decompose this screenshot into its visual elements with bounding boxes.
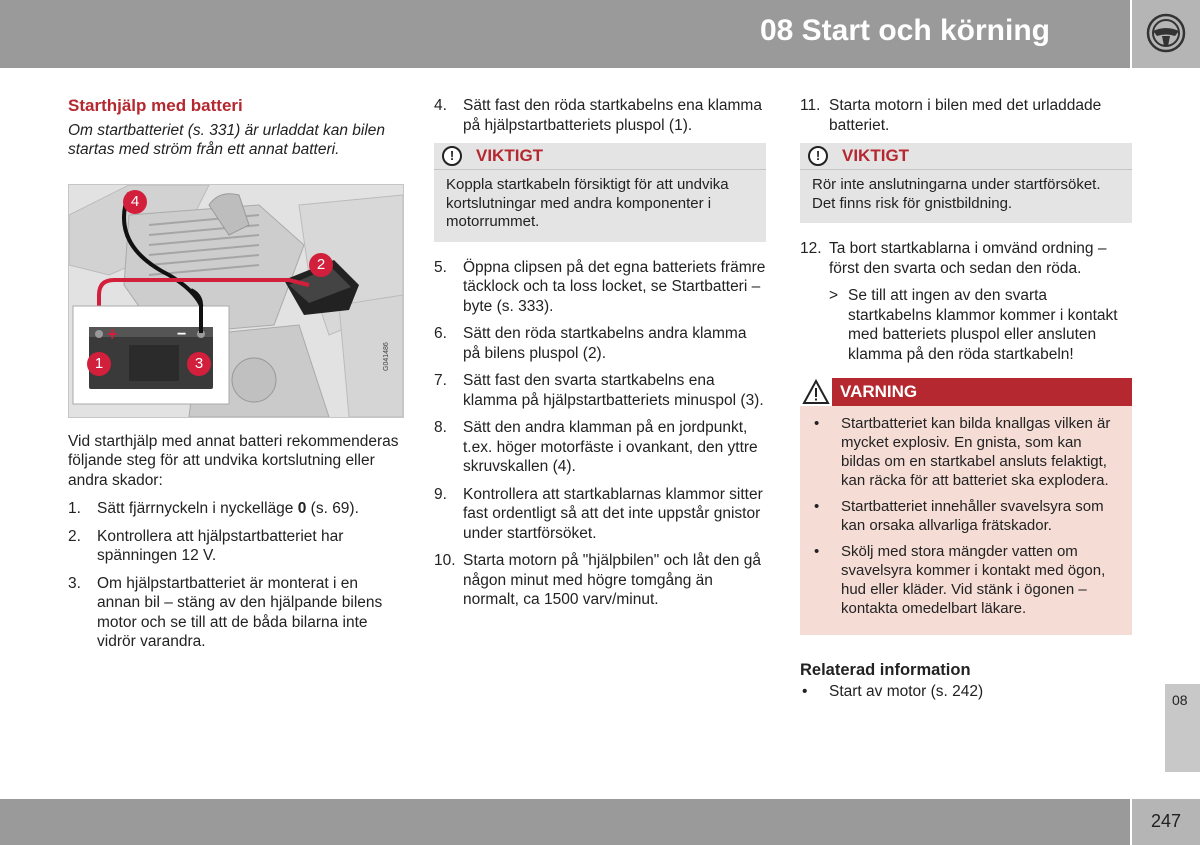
section-title: Starthjälp med batteri [68, 96, 243, 115]
step-item [800, 239, 1132, 278]
page-number: 247 [1150, 811, 1182, 831]
notice-header [800, 143, 1132, 170]
battery-plus-sign: + [107, 323, 118, 344]
step-number: 12. [800, 240, 822, 257]
exclamation-icon: ! [442, 146, 462, 166]
footer-bar [0, 799, 1130, 845]
key-position: 0 [297, 500, 307, 517]
warning-icon-box [800, 378, 832, 406]
step-text: Sätt fast den röda startkabelns ena klamma på hjälpstartbatteriets pluspol (1). [463, 97, 762, 134]
figure-code: G041486 [383, 341, 390, 371]
steps-list-3a [800, 96, 1132, 135]
callout-4: 4 [123, 190, 147, 214]
step-number: 3. [68, 574, 81, 592]
step-number: 2. [68, 527, 81, 545]
step-number: 9. [434, 485, 447, 503]
page-number-box [1132, 799, 1200, 845]
warning-item: • Startbatteriet kan bilda knallgas vilken är mycket explosiv. En gnista, som kan bildas om en startkabel ansluts felaktigt, kan räcka för att batteriet ska explodera. [812, 414, 1122, 490]
step-text: Kontrollera att startkablarnas klammor sitter fast ordentligt så att det inte uppstår gnistor under startförsöket. [463, 485, 763, 542]
sub-step-text: Se till att ingen av den svarta startkabelns klammor kommer i kontakt med batteriets pluspol eller ansluten klamma på den röda startkabeln! [848, 287, 1118, 363]
chapter-header-bar [0, 0, 1130, 68]
sub-step-marker: > [829, 287, 839, 304]
step-item [434, 96, 766, 135]
step-number: 10. [434, 552, 456, 569]
step-text: Starta motorn på "hjälpbilen" och låt den gå någon minut med högre tomgång än normalt, ca 1500 varv/minut. [463, 552, 761, 608]
warning-triangle-icon [802, 379, 830, 405]
step-number: 1. [68, 500, 81, 517]
warning-item: • Skölj med stora mängder vatten om svavelsyra kommer i kontakt med ögon, hud eller kläder. Vid stänk i ögonen – kontakta omedelbart läkare. [812, 542, 1122, 618]
step-item [434, 485, 766, 544]
steps-list-2b [434, 258, 766, 610]
warning-item: • Startbatteriet innehåller svavelsyra som kan orsaka allvarliga frätskador. [812, 497, 1122, 535]
step-item [434, 258, 766, 317]
step-number: 6. [434, 325, 447, 342]
step-item [68, 499, 400, 519]
battery-minus-sign: − [177, 325, 187, 343]
notice-label: VIKTIGT [842, 146, 910, 165]
step-text: Öppna clipsen på det egna batteriets främre täcklock och ta loss locket, se Startbatteri – byte (s. 333). [463, 258, 766, 315]
step-item [434, 418, 766, 477]
notice-header [434, 143, 766, 170]
notice-text: Rör inte anslutningarna under startförsöket. Det finns risk för gnistbildning. [812, 176, 1101, 212]
important-notice [800, 143, 1132, 223]
related-link[interactable]: Start av motor (s. 242) [829, 682, 984, 700]
notice-label: VIKTIGT [476, 146, 544, 165]
column-1 [68, 96, 400, 660]
chapter-title: 08 Start och körning [759, 14, 1050, 47]
jump-start-figure [68, 184, 404, 418]
steps-list-2a [434, 96, 766, 135]
warning-list [800, 406, 1132, 635]
step-item [800, 96, 1132, 135]
chapter-icon-box [1132, 0, 1200, 68]
step-text: Sätt fast den svarta startkabelns ena klamma på hjälpstartbatteriets minuspol (3). [463, 372, 764, 409]
engine-bay-illustration [69, 185, 403, 417]
chapter-tab-label: 08 [1172, 692, 1188, 708]
step-text-ref: (s. 69). [306, 500, 359, 517]
step-number: 5. [434, 258, 447, 276]
bullet: • [802, 682, 808, 700]
warning-header [800, 378, 1132, 406]
notice-text: Koppla startkabeln försiktigt för att undvika kortslutningar med andra komponenter i motorrummet. [446, 176, 729, 230]
warning-box [800, 378, 1132, 635]
step-text: Sätt fjärrnyckeln i nyckelläge [97, 500, 298, 517]
step-text: Sätt den andra klamman på en jordpunkt, t.ex. höger motorfäste i ovankant, den yttre skruvskallen (4). [463, 419, 758, 475]
step-number: 11. [800, 97, 821, 114]
steps-list-1 [68, 499, 400, 652]
step-text: Om hjälpstartbatteriet är monterat i en annan bil – stäng av den hjälpande bilens motor och se till att de båda bilarna inte vidrör varandra. [97, 574, 383, 650]
step-number: 8. [434, 419, 447, 436]
callout-2: 2 [309, 253, 333, 277]
intro-paragraph: Vid starthjälp med annat batteri rekommenderas följande steg för att undvika kortslutning eller andra skador: [68, 432, 399, 489]
exclamation-icon: ! [808, 146, 828, 166]
related-info-item[interactable] [800, 682, 1132, 702]
step-item [434, 371, 766, 410]
callout-1: 1 [87, 352, 111, 376]
step-item [434, 324, 766, 363]
warning-label: VARNING [840, 382, 918, 401]
step-text: Ta bort startkablarna i omvänd ordning – först den svarta och sedan den röda. [829, 240, 1107, 277]
steering-wheel-icon [1145, 12, 1187, 54]
sub-step [800, 286, 1132, 364]
section-intro: Om startbatteriet (s. 331) är urladdat kan bilen startas med ström från ett annat batteri. [68, 121, 386, 158]
column-2 [434, 96, 766, 618]
chapter-tab [1165, 684, 1200, 772]
step-text: Kontrollera att hjälpstartbatteriet har spänningen 12 V. [97, 527, 344, 564]
steps-list-3b [800, 239, 1132, 278]
related-info-title: Relaterad information [800, 661, 971, 679]
important-notice [434, 143, 766, 242]
step-text: Sätt den röda startkabelns andra klamma på bilens pluspol (2). [463, 325, 747, 362]
step-text: Starta motorn i bilen med det urladdade batteriet. [829, 97, 1102, 134]
step-number: 4. [434, 97, 447, 114]
column-3 [800, 96, 1132, 701]
callout-3: 3 [187, 352, 211, 376]
step-item [68, 574, 400, 652]
step-item [434, 551, 766, 610]
step-item [68, 527, 400, 566]
step-number: 7. [434, 372, 447, 389]
